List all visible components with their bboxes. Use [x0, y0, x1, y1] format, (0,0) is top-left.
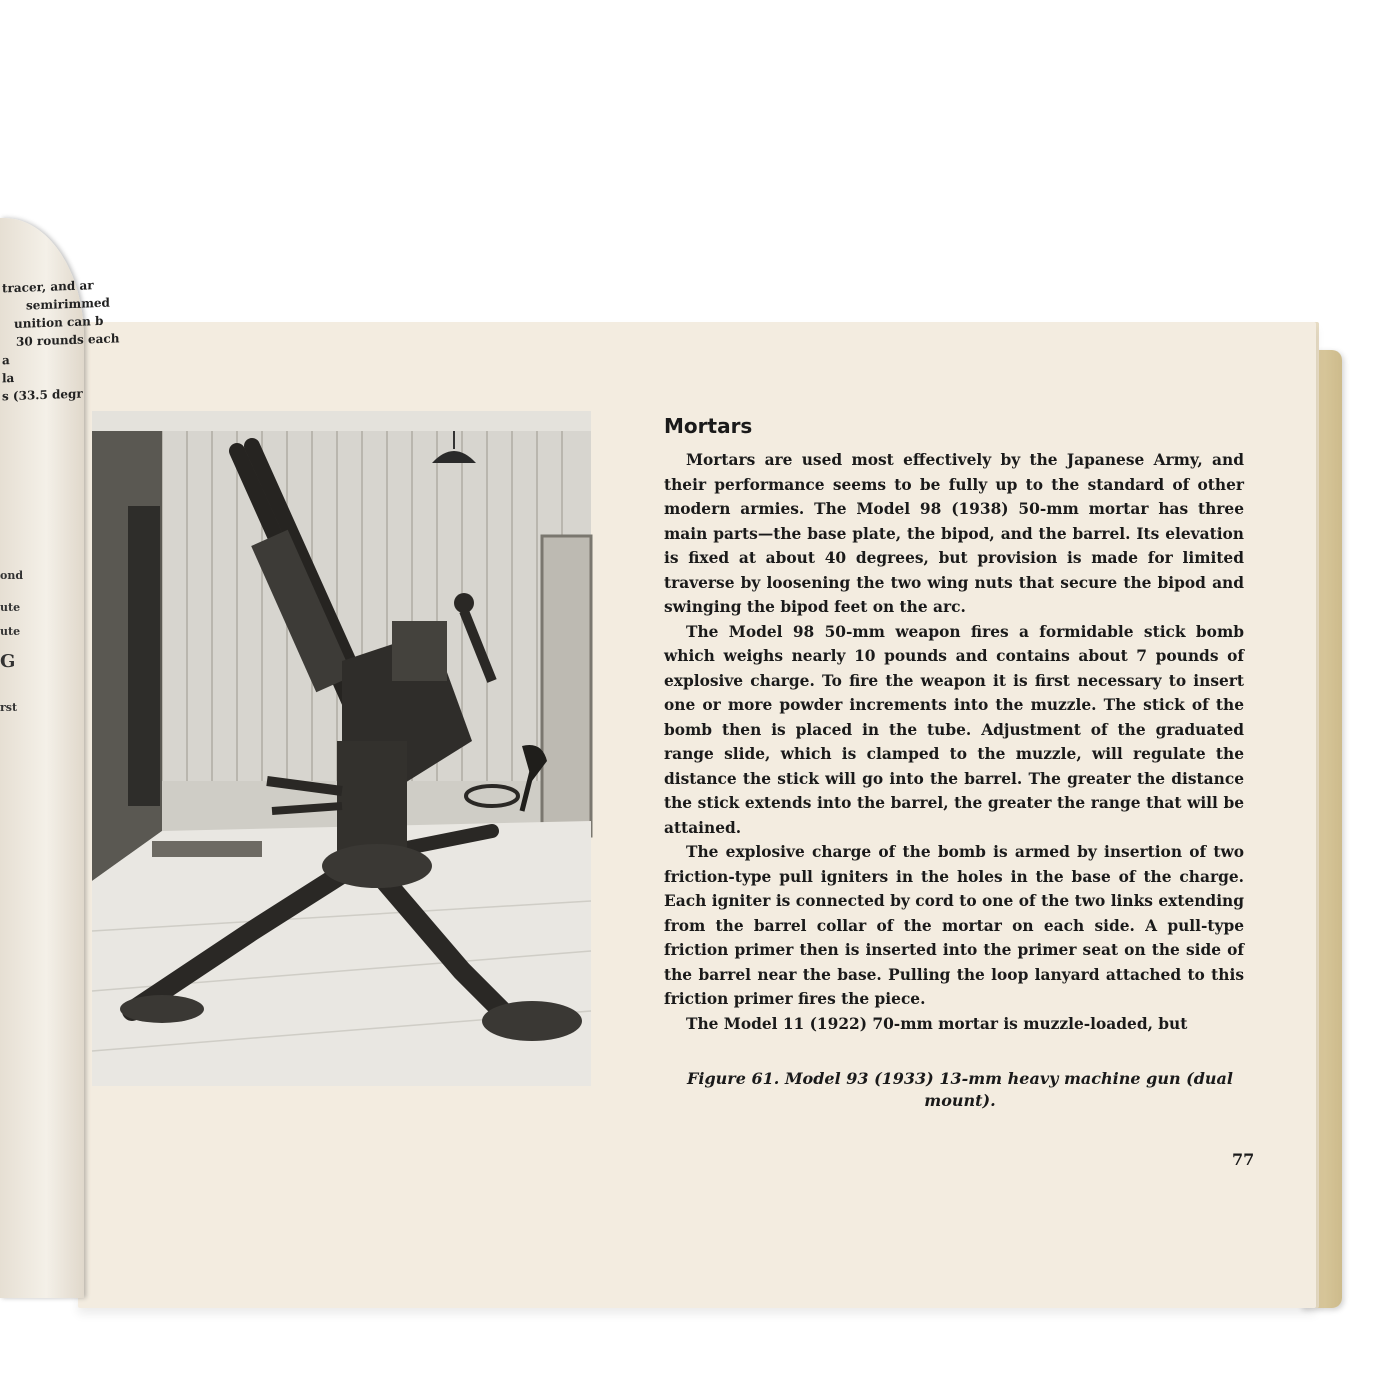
left-fragment: a	[2, 353, 10, 368]
left-page	[0, 218, 120, 1298]
article-body	[664, 448, 1244, 1036]
left-fragment: unition can b	[14, 313, 104, 331]
left-page-text	[0, 277, 120, 406]
machine-gun-photo	[92, 411, 591, 1086]
section-heading: Mortars	[664, 414, 753, 438]
machine-gun-illustration	[92, 411, 591, 1086]
left-snippet: ute	[0, 601, 21, 614]
left-snippet: rst	[0, 701, 18, 714]
paragraph: The explosive charge of the bomb is armed by insertion of two friction-type pull igniters in the holes in the base of the charge. Each igniter is connected by cord to one of the two links extending from the barrel collar of the mortar on each side. A pull-type friction primer then is inserted into the primer seat on the side of the barrel near the base. Pulling the loop lanyard attached to this friction primer fires the piece.	[664, 843, 1244, 1008]
paragraph: The Model 11 (1922) 70-mm mortar is muzzle-loaded, but	[686, 1014, 1188, 1033]
left-snippet: G	[0, 651, 16, 672]
left-fragment: tracer, and ar	[2, 278, 94, 296]
left-page-margin	[0, 568, 84, 724]
page-number: 77	[1232, 1150, 1255, 1169]
left-snippet: ond	[0, 569, 24, 582]
left-fragment: semirimmed	[26, 295, 110, 313]
left-fragment: la	[2, 370, 15, 386]
left-fragment: s (33.5 degr	[2, 386, 83, 404]
paragraph: Mortars are used most effectively by the Japanese Army, and their performance seems to be fully up to the standard of other modern armies. The Model 98 (1938) 50-mm mortar has three main parts—the base plate, the bipod, and the barrel. Its elevation is fixed at about 40 degrees, but provision is made for limited traverse by loosening the two wing nuts that secure the bipod and swinging the bipod feet on the arc.	[664, 451, 1244, 616]
left-fragment: 30 rounds each	[16, 331, 120, 349]
figure-caption: Figure 61. Model 93 (1933) 13-mm heavy machine gun (dual mount).	[687, 1069, 1233, 1110]
left-snippet: ute	[0, 625, 21, 638]
paragraph: The Model 98 50-mm weapon fires a formidable stick bomb which weighs nearly 10 pounds and contains about 7 pounds of explosive charge. To fire the weapon it is first necessary to insert one or more powder increments into the muzzle. The stick of the bomb then is placed in the tube. Adjustment of the graduated range slide, which is clamped to the muzzle, will regulate the distance the stick will go into the barrel. The greater the distance the stick extends into the barrel, the greater the range that will be attained.	[664, 622, 1244, 837]
